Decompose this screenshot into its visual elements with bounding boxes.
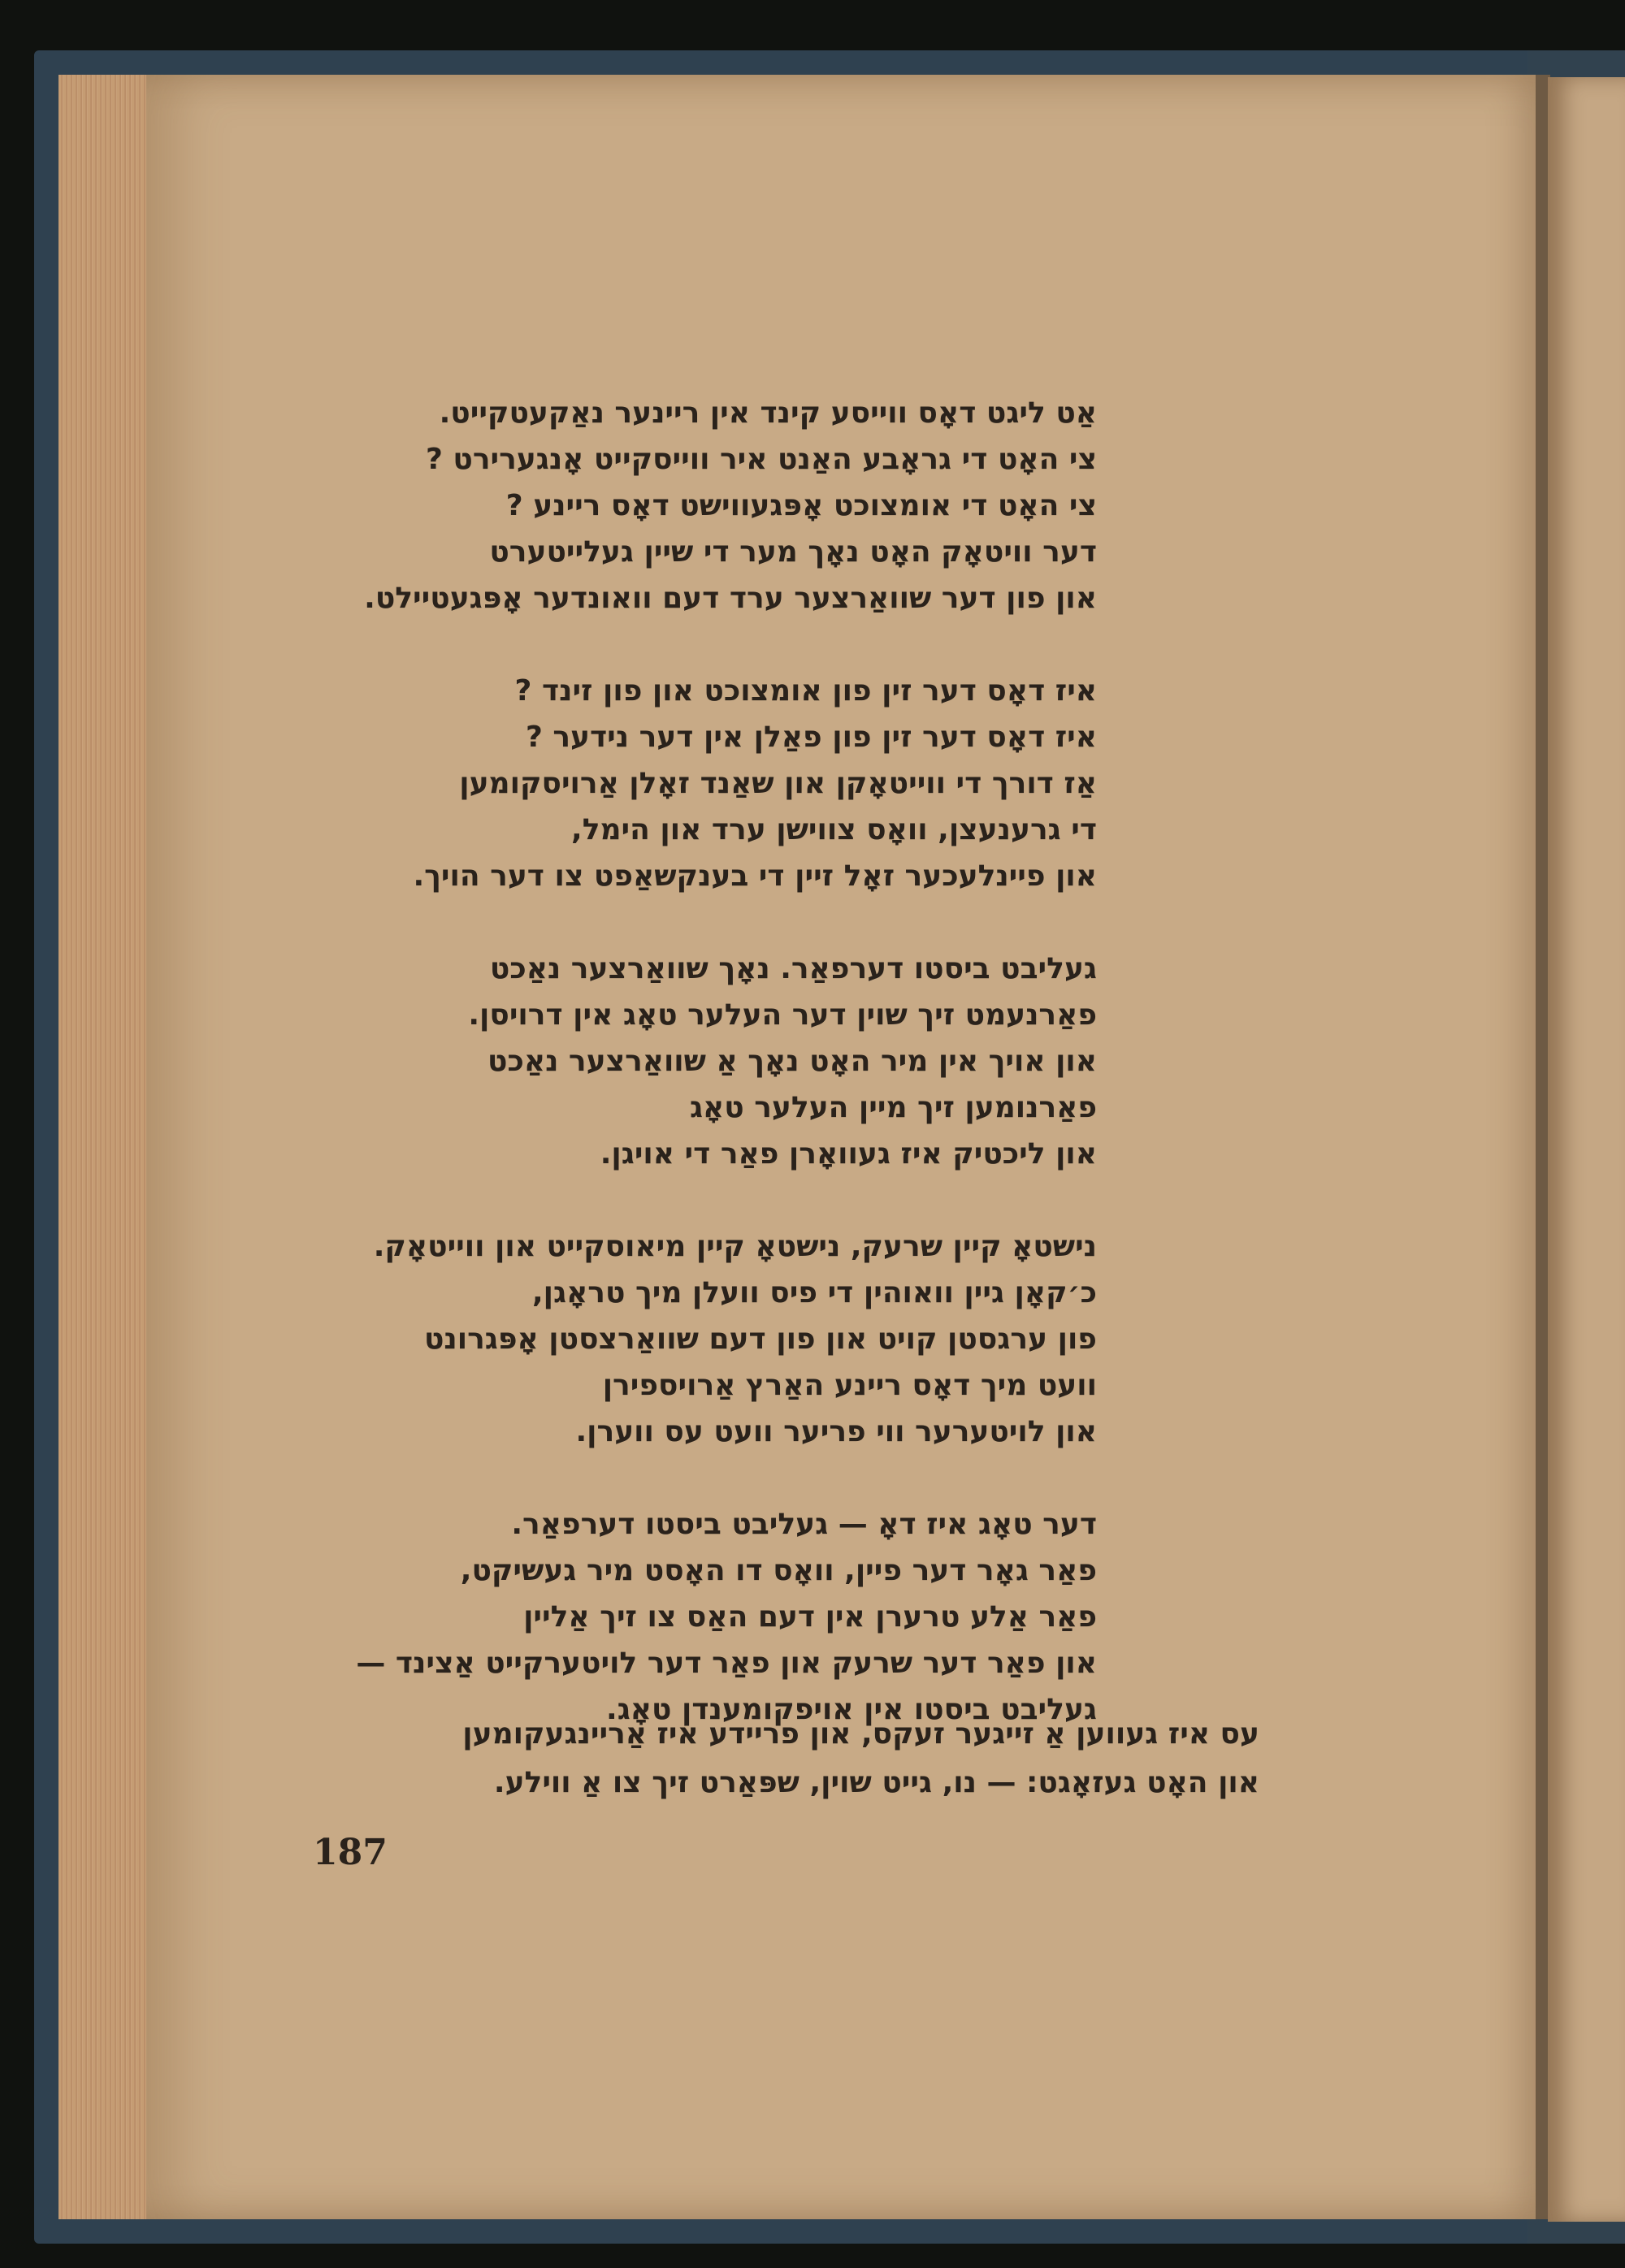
next-page-edge xyxy=(1548,77,1625,2222)
poem-line: וועט מיך דאָס ריינע האַרץ אַרויספירן xyxy=(602,1369,1097,1402)
poem-line: אַז דורך די ווייטאָקן און שאַנד זאָלן אַרויסקומען xyxy=(459,767,1097,800)
closing-line: און האָט געזאָגט: — נו, גייט שוין, שפּאַרט זיך צו אַ ווילע. xyxy=(493,1766,1259,1799)
poem-line: פאַרנומען זיך מיין העלער טאָג xyxy=(689,1091,1097,1124)
stanza xyxy=(309,1223,1097,1455)
poem-line: פאַרנעמט זיך שוין דער העלער טאָג אין דרויסן. xyxy=(468,998,1097,1032)
page-number: 187 xyxy=(313,1832,388,1873)
poem-line: נישטאָ קיין שרעק, נישטאָ קיין מיאוסקייט און ווייטאָק. xyxy=(373,1230,1097,1263)
stanza xyxy=(309,946,1097,1177)
poem-line: און פאַר דער שרעק און פאַר דער לויטערקייט אַצינד — xyxy=(356,1647,1097,1680)
poem-line: און ליכטיק איז געוואָרן פאַר די אויגן. xyxy=(600,1137,1097,1171)
poem-line: איז דאָס דער זין פון אומצוכט און פון זינד ? xyxy=(514,674,1097,708)
stanza xyxy=(309,390,1097,621)
poem-line: דער טאָג איז דאָ — געליבט ביסטו דערפאַר. xyxy=(511,1508,1097,1541)
poem-line: און לויטערער ווי פריער וועט עס ווערן. xyxy=(575,1415,1097,1448)
poem-line: אַט ליגט דאָס ווייסע קינד אין ריינער נאַקעטקייט. xyxy=(439,396,1097,430)
poem-line: און אויך אין מיר האָט נאָך אַ שוואַרצער נאַכט xyxy=(488,1045,1097,1078)
poem-line: פאַר אַלע טרערן אין דעם האַס צו זיך אַליין xyxy=(523,1600,1097,1634)
page-edges xyxy=(58,75,156,2219)
poem-line: דער וויטאָק האָט נאָך מער די שיין געלייטערט xyxy=(489,535,1097,569)
poem-line: צי האָט די אומצוכט אָפּגעווישט דאָס ריינע ? xyxy=(505,489,1097,522)
poem-line: כ׳קאָן גיין וואוהין די פיס וועלן מיך טראָגן, xyxy=(531,1276,1097,1309)
poem-line: די גרענעצן, וואָס צווישן ערד און הימל, xyxy=(571,813,1097,846)
stanza xyxy=(309,668,1097,899)
poem-line: פון ערגסטן קויט און פון דעם שוואַרצסטן אָפּגרונט xyxy=(423,1322,1097,1356)
poem-line: און פון דער שוואַרצער ערד דעם וואונדער אָפּגעטיילט. xyxy=(364,582,1097,615)
poem-line: און פיינלעכער זאָל זיין די בענקשאַפט צו דער הויך. xyxy=(413,859,1097,893)
poem-line: געליבט ביסטו אין אויפקומענדן טאָג. xyxy=(606,1693,1097,1726)
poem-line: פאַר גאָר דער פיין, וואָס דו האָסט מיר געשיקט, xyxy=(460,1554,1097,1587)
poem-body xyxy=(309,390,1097,1779)
poem-line: געליבט ביסטו דערפאַר. נאָך שוואַרצער נאַכט xyxy=(489,952,1097,985)
poem-line: איז דאָס דער זין פון פאַלן אין דער נידער ? xyxy=(525,721,1097,754)
stanza xyxy=(309,1501,1097,1733)
closing-line: עס איז געווען אַ זייגער זעקס, און פריידע איז אַריינגעקומען xyxy=(462,1717,1259,1751)
closing-lines xyxy=(406,1710,1259,1807)
poem-line: צי האָט די גראָבע האַנט איר ווייסקייט אָנגערירט ? xyxy=(425,443,1097,476)
